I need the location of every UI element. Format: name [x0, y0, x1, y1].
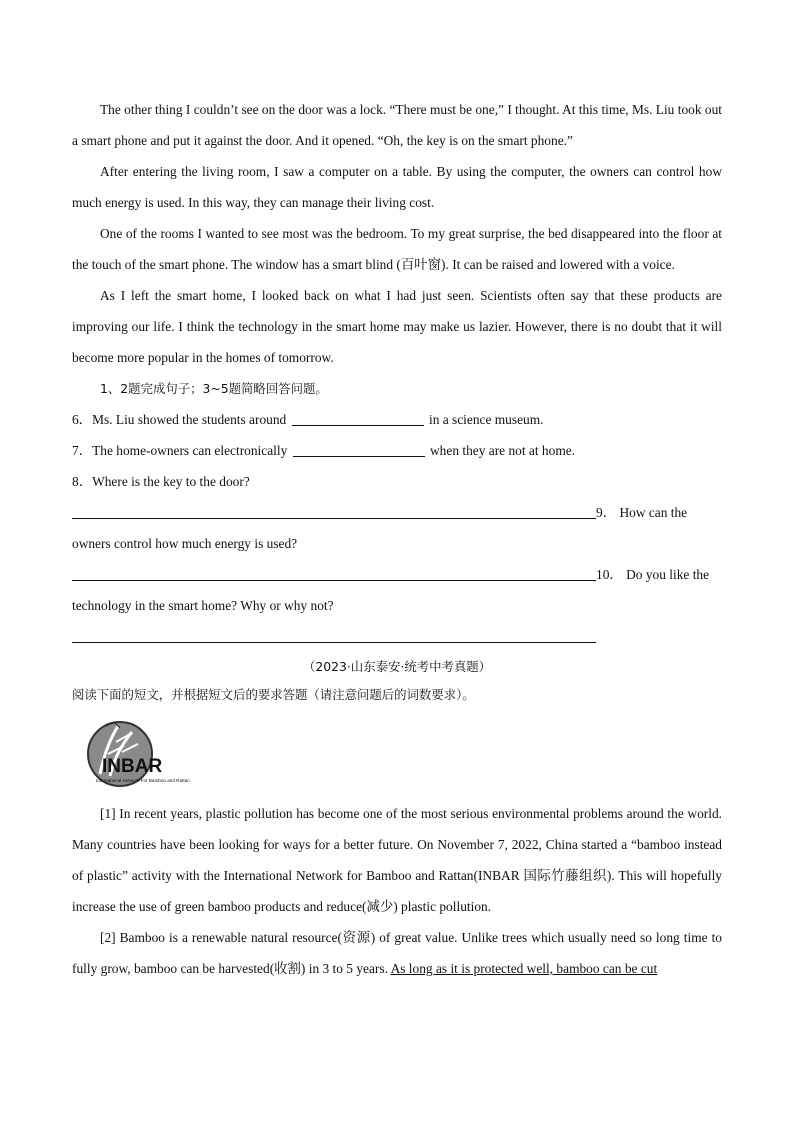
question-9-text-b: owners control how much energy is used?: [72, 536, 298, 551]
passage1-paragraph-3: One of the rooms I wanted to see most was the bedroom. To my great surprise, the bed disappeared into the floor at the touch of the smart phone. The window has a smart blind (百叶窗). It can be raised and lowered with a voice.: [72, 226, 722, 272]
instructions-1-text: 1、2题完成句子；3~5题简略回答问题。: [100, 381, 328, 396]
question-7-answer-blank[interactable]: [293, 442, 425, 457]
passage2-underlined-sentence: As long as it is protected well, bamboo can be cut: [390, 961, 658, 976]
passage2-paragraph-2: [72, 922, 722, 984]
question-9-text-a: How can the: [619, 505, 688, 520]
passage1-paragraph-1: The other thing I couldn’t see on the door was a lock. “There must be one,” I thought. At this time, Ms. Liu took out a smart phone and put it against the door. And it opened. “Oh, the key is on the smart phone.”: [72, 102, 722, 148]
inbar-logo-text: INBAR: [102, 756, 163, 777]
question-7-number: 7．: [72, 443, 93, 458]
question-7-text-before: The home-owners can electronically: [92, 443, 288, 458]
question-9-answer-line[interactable]: [72, 566, 596, 581]
question-8: [72, 466, 722, 497]
question-6-answer-blank[interactable]: [292, 411, 424, 426]
passage1-paragraph-4: As I left the smart home, I looked back on what I had just seen. Scientists often say that these products are improving our life. I think the technology in the smart home may make us lazier. However, there is no doubt that it will become more popular in the homes of tomorrow.: [72, 288, 722, 365]
question-9-answer-line-row: [72, 559, 722, 590]
question-7-text-after: when they are not at home.: [430, 443, 576, 458]
instructions-1: [72, 373, 722, 404]
question-8-answer-line[interactable]: [72, 504, 596, 519]
question-6-number: 6．: [72, 412, 93, 427]
question-10-text-a: Do you like the: [626, 567, 710, 582]
question-9-continued: [72, 528, 722, 559]
inbar-logo-area: [72, 712, 722, 798]
question-10-answer-line[interactable]: [72, 628, 596, 643]
inbar-logo-subtext: International Network For Bamboo and Rattan: [96, 778, 190, 783]
passage1-paragraph-2: After entering the living room, I saw a computer on a table. By using the computer, the owners can control how much energy is used. In this way, they can manage their living cost.: [72, 164, 722, 210]
question-6-text-before: Ms. Liu showed the students around: [92, 412, 287, 427]
question-6-text-after: in a science museum.: [428, 412, 544, 427]
passage2-paragraph-1: [1] In recent years, plastic pollution has become one of the most serious environmental problems around the world. Many countries have been looking for ways for a better future. On November 7, 2022, China started a “bamboo instead of plastic” activity with the International Network for Bamboo and Rattan(INBAR 国际竹藤组织). This will hopefully increase the use of green bamboo products and reduce(减少) plastic pollution.: [72, 806, 722, 914]
question-10-number: 10．: [596, 567, 623, 582]
document-page: [72, 94, 722, 984]
inbar-logo: [80, 714, 204, 796]
question-8-number: 8．: [72, 474, 93, 489]
exam-source: （2023·山东泰安·统考中考真题）: [302, 659, 492, 674]
question-7: [72, 435, 722, 466]
question-8-answer-line-row: [72, 497, 722, 528]
instructions-2: 阅读下面的短文，并根据短文后的要求答题（请注意问题后的词数要求）。: [72, 687, 475, 702]
question-10-answer-line-row: [72, 621, 722, 652]
question-6: [72, 404, 722, 435]
question-10-continued: [72, 590, 722, 621]
question-8-text: Where is the key to the door?: [92, 474, 250, 489]
question-9-number: 9．: [596, 505, 617, 520]
passage2-paragraph-2-text: [2] Bamboo is a renewable natural resource(资源) of great value. Unlike trees which usually need so long time to fully grow, bamboo can be harvested(收割) in 3 to 5 years.: [72, 930, 722, 976]
question-10-text-b: technology in the smart home? Why or why not?: [72, 598, 334, 613]
